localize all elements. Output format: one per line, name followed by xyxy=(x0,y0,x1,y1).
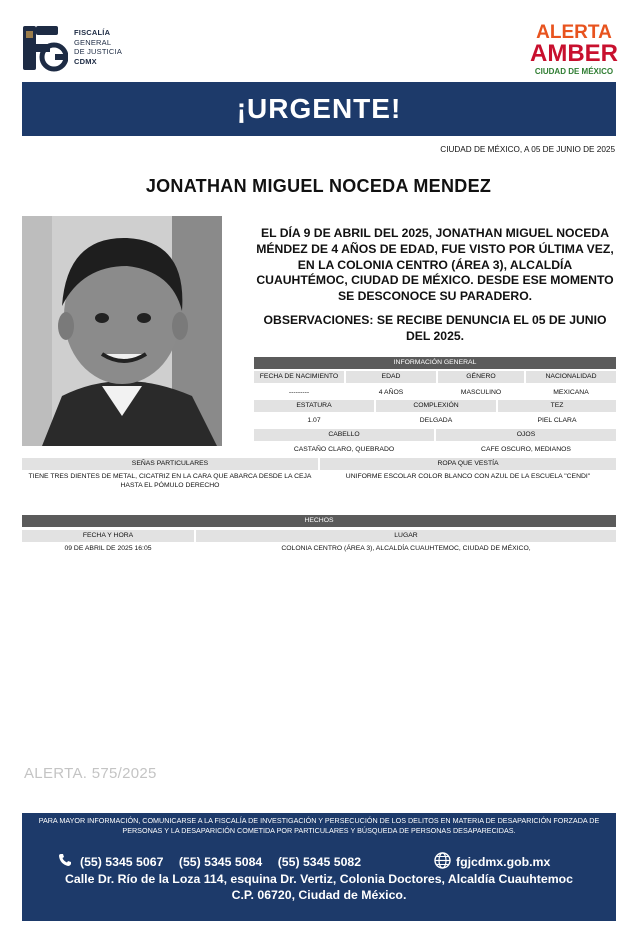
logo-line-1: FISCALÍA xyxy=(74,28,111,37)
info-general-header: INFORMACIÓN GENERAL xyxy=(254,357,616,369)
address-line-2: C.P. 06720, Ciudad de México. xyxy=(231,888,407,902)
phone-list xyxy=(80,855,373,869)
value-nationality: MEXICANA xyxy=(553,389,589,396)
label-skin: TEZ xyxy=(498,400,616,412)
website-link[interactable]: fgjcdmx.gob.mx xyxy=(456,855,551,869)
phone-icon xyxy=(58,853,72,867)
value-build: DELGADA xyxy=(419,417,453,424)
value-height: 1.07 xyxy=(307,417,321,424)
child-photo xyxy=(22,216,222,446)
amber-line-2: AMBER xyxy=(530,40,618,67)
label-eyes: OJOS xyxy=(436,429,616,441)
urgent-banner: ¡URGENTE! xyxy=(22,82,616,136)
value-skin: PIEL CLARA xyxy=(537,417,577,424)
phone-number-3[interactable]: (55) 5345 5082 xyxy=(277,855,362,869)
value-age: 4 AÑOS xyxy=(378,389,404,396)
label-date-time: FECHA Y HORA xyxy=(22,530,194,542)
facts-header: HECHOS xyxy=(22,515,616,527)
fgj-logo xyxy=(22,24,68,72)
label-hair: CABELLO xyxy=(254,429,434,441)
phone-number-1[interactable]: (55) 5345 5067 xyxy=(80,855,164,869)
label-place: LUGAR xyxy=(196,530,616,542)
value-birthdate: --------- xyxy=(288,389,310,396)
label-height: ESTATURA xyxy=(254,400,374,412)
fgj-logo-text xyxy=(74,28,122,66)
logo-line-2: GENERAL xyxy=(74,37,112,47)
description-text: EL DÍA 9 DE ABRIL DEL 2025, JONATHAN MIGUEL NOCEDA MÉNDEZ DE 4 AÑOS DE EDAD, FUE VISTO POR ÚLTIMA VEZ, EN LA COLONIA CENTRO (ÁREA 3), ALCALDÍA CUAUHTÉMOC, CIUDAD DE MÉXICO. DESDE ESE MOMENTO SE DESCONOCE SU PARADERO. xyxy=(256,226,614,304)
value-distinguishing-marks: TIENE TRES DIENTES DE METAL, CICATRIZ EN LA CARA QUE ABARCA DESDE LA CEJA HASTA EL PÓMULO DERECHO xyxy=(28,473,312,489)
label-birthdate: FECHA DE NACIMIENTO xyxy=(254,371,344,383)
globe-icon xyxy=(434,852,451,869)
alerta-amber-logo xyxy=(528,18,620,82)
observations-text: OBSERVACIONES: SE RECIBE DENUNCIA EL 05 DE JUNIO DEL 2025. xyxy=(263,313,607,343)
label-age: EDAD xyxy=(346,371,436,383)
address-line-1: Calle Dr. Río de la Loza 114, esquina Dr. Vertiz, Colonia Doctores, Alcaldía Cuauhtemoc xyxy=(65,872,573,886)
value-hair: CASTAÑO CLARO, QUEBRADO xyxy=(293,446,395,453)
amber-line-1: ALERTA xyxy=(536,22,612,43)
logo-line-4: CDMX xyxy=(74,56,97,66)
value-place: COLONIA CENTRO (ÁREA 3), ALCALDÍA CUAUHTEMOC, CIUDAD DE MÉXICO, xyxy=(281,545,531,552)
logo-line-3: DE JUSTICIA xyxy=(74,47,123,56)
phone-number-2[interactable]: (55) 5345 5084 xyxy=(178,855,263,869)
value-date-time: 09 DE ABRIL DE 2025 16:05 xyxy=(64,545,152,552)
label-clothing: ROPA QUE VESTÍA xyxy=(320,458,616,470)
label-gender: GÉNERO xyxy=(438,371,524,383)
value-eyes: CAFE OSCURO, MEDIANOS xyxy=(481,446,571,453)
alert-number: ALERTA. 575/2025 xyxy=(24,765,157,782)
value-clothing: UNIFORME ESCOLAR COLOR BLANCO CON AZUL DE LA ESCUELA "CENDI" xyxy=(345,473,591,480)
label-build: COMPLEXIÓN xyxy=(376,400,496,412)
amber-line-3: CIUDAD DE MÉXICO xyxy=(534,67,614,76)
label-nationality: NACIONALIDAD xyxy=(526,371,616,383)
date-line: CIUDAD DE MÉXICO, A 05 DE JUNIO DE 2025 xyxy=(440,145,615,154)
person-name: JONATHAN MIGUEL NOCEDA MENDEZ xyxy=(145,176,492,196)
label-distinguishing-marks: SEÑAS PARTICULARES xyxy=(22,458,318,470)
value-gender: MASCULINO xyxy=(460,389,502,396)
footer xyxy=(22,813,616,921)
footer-note: PARA MAYOR INFORMACIÓN, COMUNICARSE A LA FISCALÍA DE INVESTIGACIÓN Y PERSECUCIÓN DE LOS DELITOS EN MATERIA DE DESAPARICIÓN FORZADA DE PERSONAS Y LA DESAPARICIÓN COMETIDA POR PARTICULARES Y BÚSQUEDA DE PERSONAS DESAPARECIDAS. xyxy=(38,816,600,835)
